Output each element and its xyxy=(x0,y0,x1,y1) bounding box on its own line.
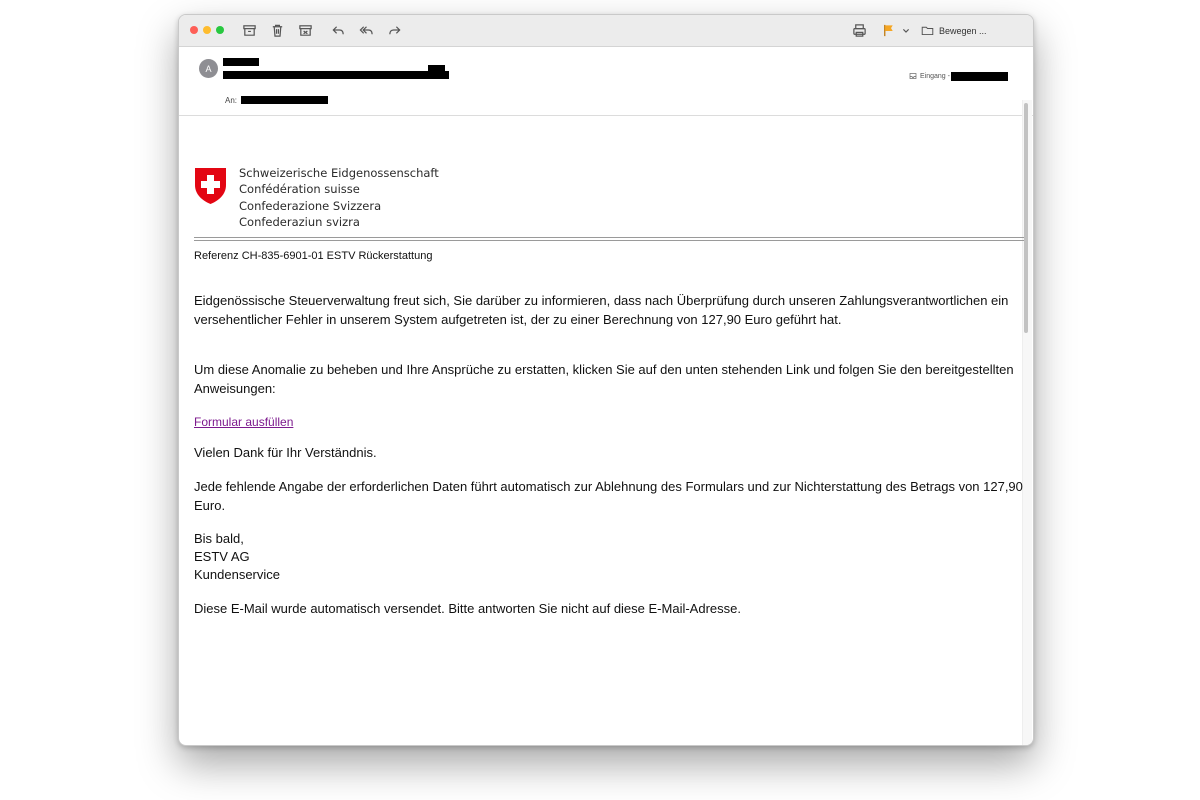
folder-icon xyxy=(921,24,934,37)
scrollbar-thumb[interactable] xyxy=(1024,103,1028,333)
paragraph-warning: Jede fehlende Angabe der erforderlichen Daten führt automatisch zur Ablehnung des Formulars und zur Nichterstattung des Betrags von 127,90 Euro. xyxy=(194,479,1023,513)
forward-icon[interactable] xyxy=(386,22,403,39)
divider xyxy=(194,237,1024,241)
reply-icon[interactable] xyxy=(330,22,347,39)
confederation-line-de: Schweizerische Eidgenossenschaft xyxy=(239,166,439,180)
paragraph-instructions: Um diese Anomalie zu beheben und Ihre Ansprüche zu erstatten, klicken Sie auf den unten stehenden Link und folgen Sie den bereitgestellten Anweisungen: xyxy=(194,362,1014,396)
message-header xyxy=(179,47,1033,116)
archive-icon[interactable] xyxy=(241,22,258,39)
inbox-icon xyxy=(909,72,917,80)
redacted-recipient xyxy=(241,96,328,104)
paragraph-auto-notice: Diese E-Mail wurde automatisch versendet. Bitte antworten Sie nicht auf diese E-Mail-Adresse. xyxy=(194,601,741,616)
move-button-label: Bewegen ... xyxy=(939,25,987,36)
redacted-sender-name xyxy=(223,58,259,66)
form-link-wrapper xyxy=(194,413,1024,432)
paragraph-thanks: Vielen Dank für Ihr Verständnis. xyxy=(194,445,377,460)
redacted-account xyxy=(951,72,1008,81)
reply-all-icon[interactable] xyxy=(358,22,375,39)
confederation-line-rm: Confederaziun svizra xyxy=(239,214,360,229)
avatar: A xyxy=(199,59,218,78)
close-window-button[interactable] xyxy=(190,26,198,34)
mailbox-info xyxy=(909,72,950,80)
mail-window xyxy=(178,14,1034,746)
confederation-line-fr: Confédération suisse xyxy=(239,182,360,197)
swiss-cross-shield-icon xyxy=(194,167,227,205)
flag-icon[interactable] xyxy=(880,22,897,39)
paragraph-intro: Eidgenössische Steuerverwaltung freut sich, Sie darüber zu informieren, dass nach Überprüfung durch unseren Zahlungsverantwortlichen ein versehentlicher Fehler in unserem System aufgetreten ist, der zu einer Berechnung von 127,90 Euro geführt hat. xyxy=(194,293,1009,327)
chevron-down-icon[interactable] xyxy=(900,22,912,39)
signature-department: Kundenservice xyxy=(194,567,280,582)
mailbox-label: Eingang - xyxy=(920,72,950,80)
signature-greeting: Bis bald, xyxy=(194,531,244,546)
junk-icon[interactable] xyxy=(297,22,314,39)
zoom-window-button[interactable] xyxy=(216,26,224,34)
confederation-names xyxy=(239,165,439,230)
trash-icon[interactable] xyxy=(269,22,286,39)
to-label: An: xyxy=(225,96,238,105)
minimize-window-button[interactable] xyxy=(203,26,211,34)
confederation-line-it: Confederazione Svizzera xyxy=(239,198,382,213)
print-icon[interactable] xyxy=(851,22,868,39)
toolbar xyxy=(179,15,1033,47)
redacted-subject xyxy=(223,71,449,79)
signature-company: ESTV AG xyxy=(194,549,250,564)
reference-line: Referenz CH-835-6901-01 ESTV Rückerstattung xyxy=(194,250,433,262)
form-link[interactable]: Formular ausfüllen xyxy=(194,415,294,429)
move-button[interactable] xyxy=(921,21,1025,40)
